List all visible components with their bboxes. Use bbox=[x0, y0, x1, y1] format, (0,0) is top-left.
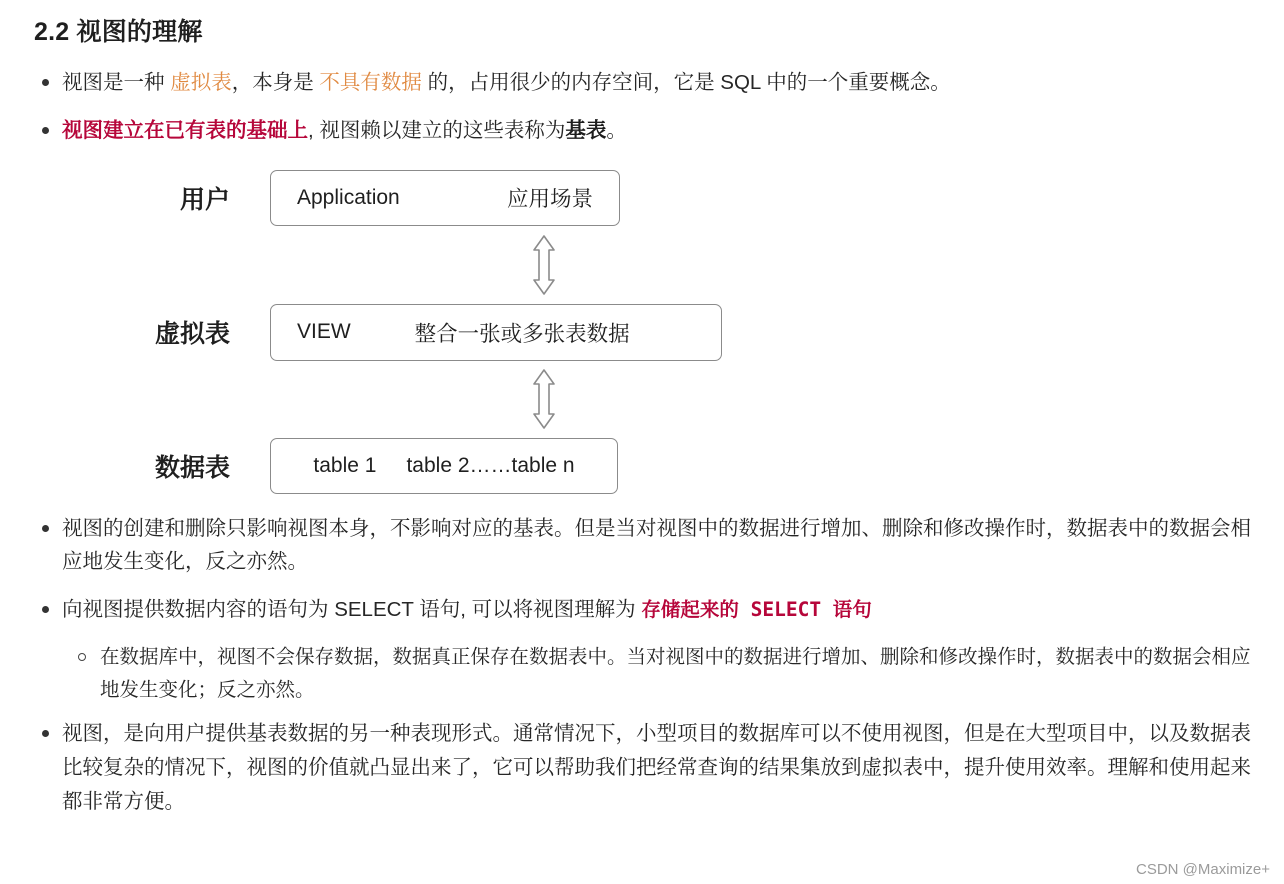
bullet-list-bottom bbox=[30, 512, 1254, 819]
diagram-box-application bbox=[270, 170, 620, 226]
bullet-text-part-highlight: 虚拟表 bbox=[170, 71, 232, 94]
diagram-box-right-text: table 2……table n bbox=[406, 453, 575, 477]
diagram-row-table bbox=[50, 438, 618, 494]
list-item: 视图的创建和删除只影响视图本身，不影响对应的基表。但是当对视图中的数据进行增加、删除和修改操作时，数据表中的数据会相应地发生变化，反之亦然。 bbox=[30, 512, 1254, 580]
diagram-box-left-text: table 1 bbox=[313, 453, 377, 477]
diagram-row-view bbox=[50, 304, 722, 361]
diagram-row-label: 用户 bbox=[179, 185, 230, 214]
bullet-list-top bbox=[30, 66, 1254, 148]
diagram-box-right-text: 整合一张或多张表数据 bbox=[414, 321, 630, 346]
watermark: CSDN @Maximize+ bbox=[1136, 861, 1270, 878]
double-arrow-vertical-icon bbox=[530, 234, 558, 296]
list-item bbox=[30, 593, 1254, 627]
double-arrow-vertical-icon bbox=[530, 368, 558, 430]
bullet-text-part: 。 bbox=[606, 118, 627, 142]
diagram-box-tables bbox=[270, 438, 618, 494]
diagram-box-view bbox=[270, 304, 722, 361]
diagram-box-left-text: VIEW bbox=[297, 320, 351, 344]
section-title-text: 视图的理解 bbox=[76, 18, 203, 46]
view-architecture-diagram bbox=[50, 162, 1010, 502]
bullet-text-part: 的，占用很少的内存空间，它是 SQL 中的一个重要概念。 bbox=[421, 71, 951, 94]
list-item: 在数据库中，视图不会保存数据，数据真正保存在数据表中。当对视图中的数据进行增加、删除和修改操作时，数据表中的数据会相应地发生变化；反之亦然。 bbox=[64, 641, 1254, 707]
section-number: 2.2 bbox=[34, 18, 70, 46]
page-title bbox=[34, 12, 1254, 48]
diagram-box-left-text: Application bbox=[297, 185, 400, 209]
list-item bbox=[30, 114, 1254, 148]
diagram-row-label: 虚拟表 bbox=[154, 320, 230, 349]
bullet-text-part: 视图是一种 bbox=[62, 71, 171, 94]
diagram-row-user bbox=[50, 170, 620, 226]
bullet-text-part: , 视图赖以建立的这些表称为 bbox=[308, 118, 566, 142]
bullet-text-part: ，本身是 bbox=[231, 71, 320, 94]
list-item: 视图，是向用户提供基表数据的另一种表现形式。通常情况下，小型项目的数据库可以不使用视图，但是在大型项目中，以及数据表比较复杂的情况下，视图的价值就凸显出来了，它可以帮助我们把经常查询的结果集放到虚拟表中，提升使用效率。理解和使用起来都非常方便。 bbox=[30, 717, 1254, 818]
list-item bbox=[30, 66, 1254, 100]
diagram-row-label: 数据表 bbox=[154, 453, 230, 482]
bullet-text-part-bold: 基表 bbox=[565, 118, 607, 142]
bullet-text-part-emphasis: 视图建立在已有表的基础上 bbox=[62, 118, 308, 142]
diagram-box-right-text: 应用场景 bbox=[506, 187, 593, 212]
bullet-text-part-highlight: 不具有数据 bbox=[319, 71, 422, 94]
bullet-text-part: 向视图提供数据内容的语句为 SELECT 语句, 可以将视图理解为 bbox=[62, 598, 636, 622]
bullet-text-part-emphasis: 存储起来的 SELECT 语句 bbox=[641, 598, 872, 622]
